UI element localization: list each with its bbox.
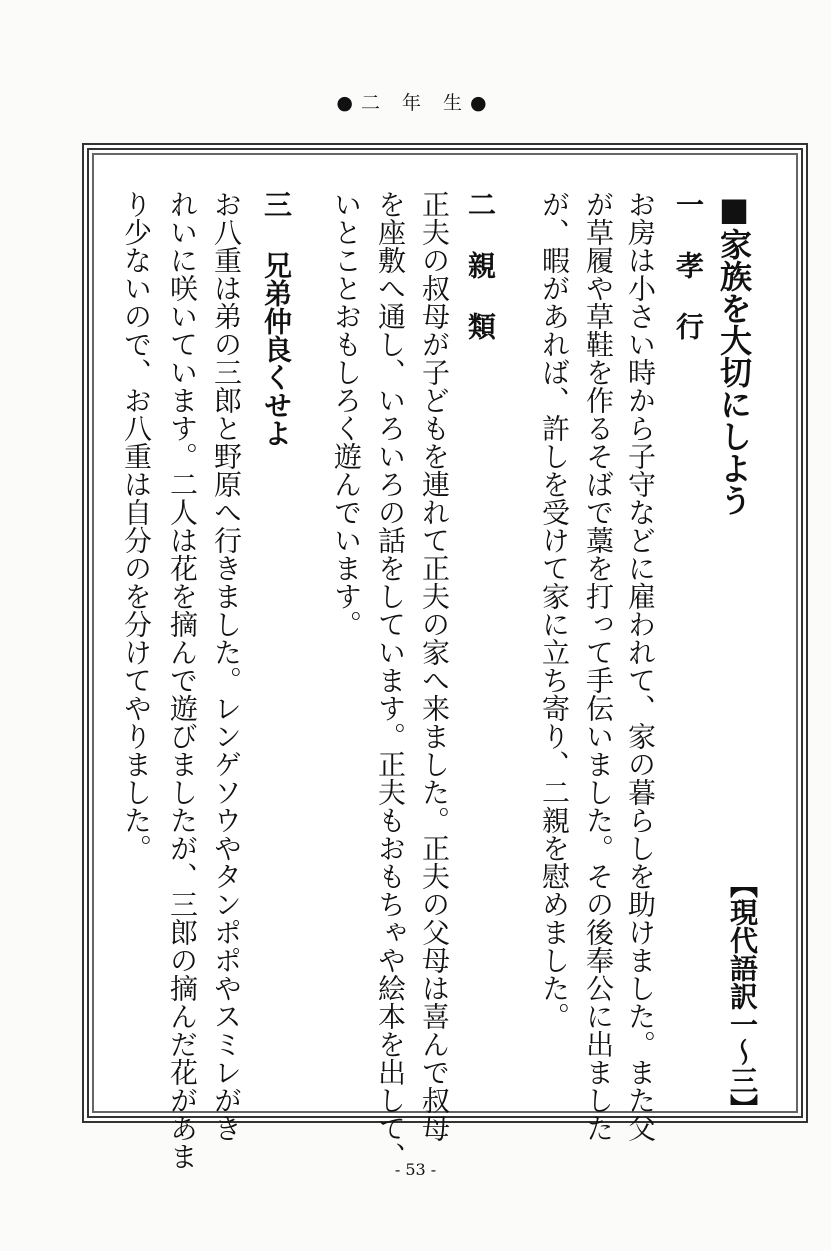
text-column: が草履や草鞋を作るそばで藁を打って手伝いました。その後奉公に出ました [582,190,615,1142]
section-title: ■家族を大切にしよう [715,190,753,516]
text-column: いとことおもしろく遊んでいます。 [330,190,363,638]
subheading-relatives: 二 親 類 [464,190,497,340]
subheading-siblings: 三 兄弟仲良くせよ [260,190,293,447]
text-column: り少ないので、お八重は自分のを分けてやりました。 [120,190,153,862]
text-column: 正夫の叔母が子どもを連れて正夫の家へ来ました。正夫の父母は喜んで叔母 [418,190,451,1142]
text-column: れいに咲いています。二人は花を摘んで遊びましたが、三郎の摘んだ花があま [166,190,199,1170]
text-column: を座敷へ通し、いろいろの話をしています。正夫もおもちゃや絵本を出して、 [374,190,407,1170]
text-column: お房は小さい時から子守などに雇われて、家の暮らしを助けました。また父 [624,190,657,1142]
page-number: - 53 - [394,1160,437,1179]
text-column: お八重は弟の三郎と野原へ行きました。レンゲソウやタンポポやスミレがき [210,190,243,1142]
text-column: が、暇があれば、許しを受けて家に立ち寄り、二親を慰めました。 [538,190,571,1030]
translation-label: 【現代語訳一～三】 [726,870,759,1122]
running-header: ●二 年 生● [336,92,495,114]
subheading-filial-piety: 一 孝 行 [672,190,705,340]
